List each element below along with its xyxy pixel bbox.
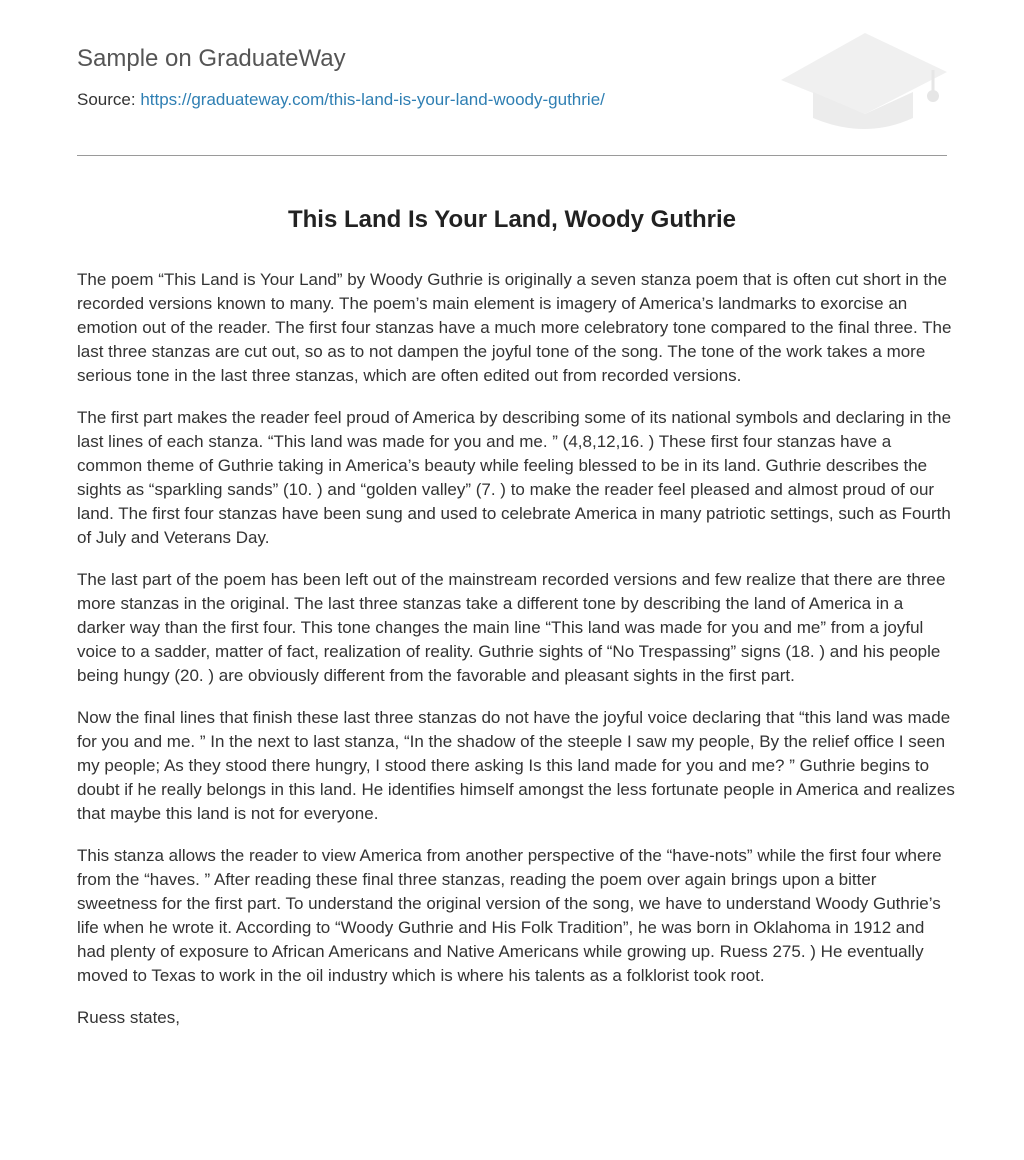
paragraph-3: The last part of the poem has been left out of the mainstream recorded versions and few realize that there are three more stanzas in the original. The last three stanzas take a different tone by describing the land of America in a darker way than the first four. This tone changes the main line “This land was made for you and me” from a joyful voice to a sadder, matter of fact, realization of reality. Guthrie sights of “No Trespassing” signs (18. ) and his people being hungy (20. ) are obviously different from the favorable and pleasant sights in the first part. [77, 570, 946, 685]
source-label: Source: [77, 90, 141, 109]
paragraph-2: The first part makes the reader feel proud of America by describing some of its national symbols and declaring in the last lines of each stanza. “This land was made for you and me. ” (4,8,12,16. ) These first four stanzas have a common theme of Guthrie taking in America’s beauty while feeling blessed to be in its land. Guthrie describes the sights as “sparkling sands” (10. ) and “golden valley” (7. ) to make the reader feel pleased and almost proud of our land. The first four stanzas have been sung and used to celebrate America in many patriotic settings, such as Fourth of July and Veterans Day. [77, 408, 952, 547]
header-divider [77, 155, 947, 156]
article-body [77, 268, 955, 1048]
paragraph-4: Now the final lines that finish these last three stanzas do not have the joyful voice declaring that “this land was made for you and me. ” In the next to last stanza, “In the shadow of the steeple I saw my people, By the relief office I seen my people; As they stood there hungry, I stood there asking Is this land made for you and me? ” Guthrie begins to doubt if he really belongs in this land. He identifies himself amongst the less fortunate people in America and realizes that maybe this land is not for everyone. [77, 708, 955, 823]
source-line [77, 89, 605, 111]
paragraph-5: This stanza allows the reader to view America from another perspective of the “have-nots” while the first four where from the “haves. ” After reading these final three stanzas, reading the poem over again brings upon a bitter sweetness for the first part. To understand the original version of the song, we have to understand Woody Guthrie’s life when he wrote it. According to “Woody Guthrie and His Folk Tradition”, he was born in Oklahoma in 1912 and had plenty of exposure to African Americans and Native Americans while growing up. Ruess 275. ) He eventually moved to Texas to work in the oil industry which is where his talents as a folklorist took root. [77, 846, 942, 985]
paragraph-6: Ruess states, [77, 1008, 180, 1027]
graduation-cap-icon [781, 30, 947, 134]
site-title: Sample on GraduateWay [77, 45, 346, 72]
paragraph-1: The poem “This Land is Your Land” by Woody Guthrie is originally a seven stanza poem that is often cut short in the recorded versions known to many. The poem’s main element is imagery of America’s landmarks to exorcise an emotion out of the reader. The first four stanzas have a much more celebratory tone compared to the final three. The last three stanzas are cut out, so as to not dampen the joyful tone of the song. The tone of the work takes a more serious tone in the last three stanzas, which are often edited out from recorded versions. [77, 270, 952, 385]
page-header [77, 0, 947, 156]
article-title: This Land Is Your Land, Woody Guthrie [287, 206, 737, 233]
source-link[interactable]: https://graduateway.com/this-land-is-your-land-woody-guthrie/ [140, 90, 605, 109]
